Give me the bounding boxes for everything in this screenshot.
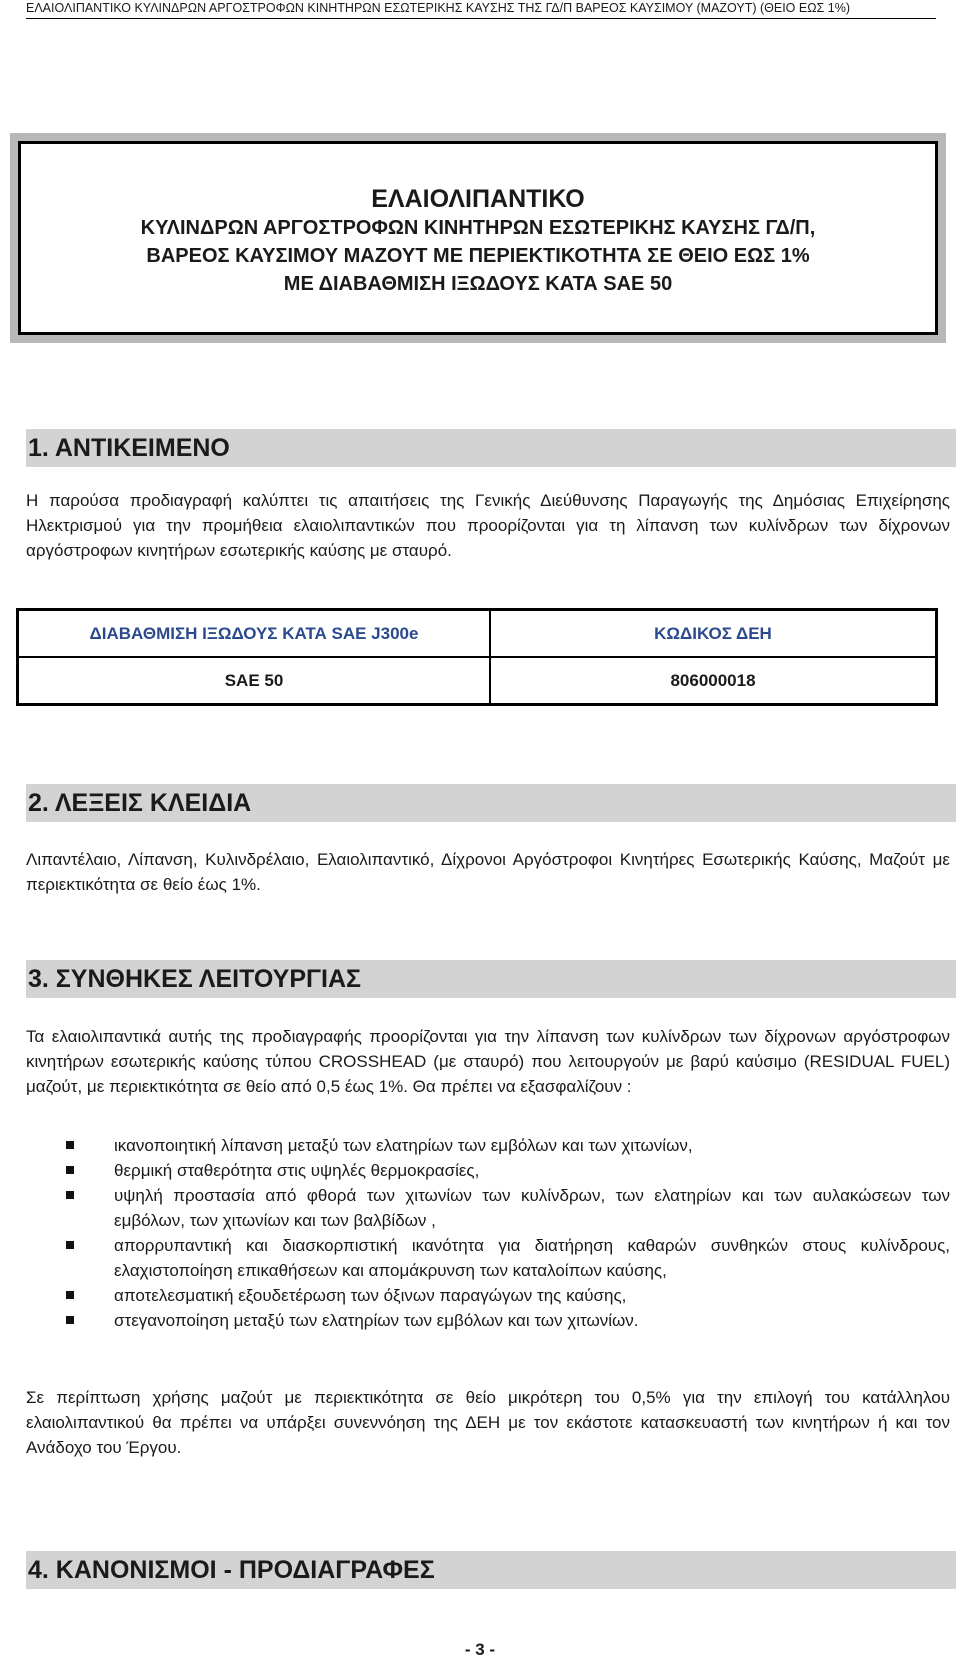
- running-header: ΕΛΑΙΟΛΙΠΑΝΤΙΚΟ ΚΥΛΙΝΔΡΩΝ ΑΡΓΟΣΤΡΟΦΩΝ ΚΙΝΗΤΗΡΩΝ ΕΣΩΤΕΡΙΚΗΣ ΚΑΥΣΗΣ ΤΗΣ ΓΔ/Π ΒΑΡΕΟΣ ΚΑΥΣΙΜΟΥ (ΜΑΖΟΥΤ) (ΘΕΙΟ ΕΩΣ 1%): [26, 0, 936, 19]
- table-row: [18, 657, 937, 705]
- section-3-bar: [26, 960, 956, 998]
- square-bullet-icon: [66, 1241, 74, 1249]
- list-item: [66, 1183, 950, 1233]
- section-4-heading: 4. ΚΑΝΟΝΙΣΜΟΙ - ΠΡΟΔΙΑΓΡΑΦΕΣ: [28, 1556, 435, 1584]
- section-1-body: Η παρούσα προδιαγραφή καλύπτει τις απαιτήσεις της Γενικής Διεύθυνσης Παραγωγής της Δημόσιας Επιχείρησης Ηλεκτρισμού για την προμήθεια ελαιολιπαντικών που προορίζονται για τη λίπανση των κυλίνδρων των δίχρονων αργόστροφων κινητήρων εσωτερικής καύσης με σταυρό.: [26, 491, 950, 560]
- table-header-code: ΚΩΔΙΚΟΣ ΔΕΗ: [490, 610, 937, 658]
- section-1-heading: 1. ΑΝΤΙΚΕΙΜΕΝΟ: [28, 434, 230, 462]
- table-cell-viscosity: SAE 50: [18, 657, 491, 705]
- table-header-row: [18, 610, 937, 658]
- section-4-bar: [26, 1551, 956, 1589]
- section-2-heading: 2. ΛΕΞΕΙΣ ΚΛΕΙΔΙΑ: [28, 789, 252, 817]
- document-subtitle-line-3: ΜΕ ΔΙΑΒΑΘΜΙΣΗ ΙΞΩΔΟΥΣ ΚΑΤΑ SAE 50: [283, 273, 673, 295]
- list-item-text: στεγανοποίηση μεταξύ των ελατηρίων των εμβόλων και των χιτωνίων.: [114, 1311, 639, 1330]
- list-item-text: υψηλή προστασία από φθορά των χιτωνίων των κυλίνδρων, των ελατηρίων και των αυλακώσεων των εμβόλων, των χιτωνίων και των βαλβίδων ,: [114, 1186, 950, 1230]
- list-item-text: απορρυπαντική και διασκορπιστική ικανότητα για διατήρηση καθαρών συνθηκών στους κυλίνδρους, ελαχιστοποίηση επικαθήσεων και απομάκρυνση των καταλοίπων καύσης,: [114, 1236, 950, 1280]
- document-subtitle-line-1: ΚΥΛΙΝΔΡΩΝ ΑΡΓΟΣΤΡΟΦΩΝ ΚΙΝΗΤΗΡΩΝ ΕΣΩΤΕΡΙΚΗΣ ΚΑΥΣΗΣ ΓΔ/Π,: [140, 217, 816, 239]
- document-subtitle-line-2: ΒΑΡΕΟΣ ΚΑΥΣΙΜΟΥ ΜΑΖΟΥΤ ΜΕ ΠΕΡΙΕΚΤΙΚΟΤΗΤΑ ΣΕ ΘΕΙΟ ΕΩΣ 1%: [146, 245, 810, 267]
- requirements-list: [66, 1133, 950, 1333]
- list-item: [66, 1283, 950, 1308]
- document-title: ΕΛΑΙΟΛΙΠΑΝΤΙΚΟ: [371, 185, 585, 213]
- square-bullet-icon: [66, 1166, 74, 1174]
- list-item: [66, 1133, 950, 1158]
- title-box-inner: [18, 141, 938, 335]
- list-item: [66, 1233, 950, 1283]
- square-bullet-icon: [66, 1191, 74, 1199]
- title-box: [10, 133, 946, 343]
- square-bullet-icon: [66, 1141, 74, 1149]
- table-header-viscosity: ΔΙΑΒΑΘΜΙΣΗ ΙΞΩΔΟΥΣ ΚΑΤΑ SAE J300e: [18, 610, 491, 658]
- list-item-text: ικανοποιητική λίπανση μεταξύ των ελατηρίων των εμβόλων και των χιτωνίων,: [114, 1136, 693, 1155]
- square-bullet-icon: [66, 1291, 74, 1299]
- table-cell-code: 806000018: [490, 657, 937, 705]
- list-item-text: αποτελεσματική εξουδετέρωση των όξινων παραγώγων της καύσης,: [114, 1286, 627, 1305]
- section-3-heading: 3. ΣΥΝΘΗΚΕΣ ΛΕΙΤΟΥΡΓΙΑΣ: [28, 965, 362, 993]
- section-3-closing: Σε περίπτωση χρήσης μαζούτ με περιεκτικότητα σε θείο μικρότερη του 0,5% για την επιλογή του κατάλληλου ελαιολιπαντικού θα πρέπει να υπάρξει συνεννόηση της ΔΕΗ με τον εκάστοτε κατασκευαστή των κινητήρων ή και τον Ανάδοχο του Έργου.: [26, 1388, 950, 1457]
- page-number: - 3 -: [464, 1640, 496, 1659]
- list-item-text: θερμική σταθερότητα στις υψηλές θερμοκρασίες,: [114, 1161, 480, 1180]
- viscosity-code-table: [16, 608, 938, 706]
- list-item: [66, 1308, 950, 1333]
- section-3-intro: Τα ελαιολιπαντικά αυτής της προδιαγραφής προορίζονται για την λίπανση των κυλίνδρων των δίχρονων αργόστροφων κινητήρων εσωτερικής καύσης τύπου CROSSHEAD (με σταυρό) που λειτουργούν με βαρύ καύσιμο (RESIDUAL FUEL) μαζούτ, με περιεκτικότητα σε θείο από 0,5 έως 1%. Θα πρέπει να εξασφαλίζουν :: [26, 1027, 950, 1096]
- section-2-bar: [26, 784, 956, 822]
- section-1-bar: [26, 429, 956, 467]
- square-bullet-icon: [66, 1316, 74, 1324]
- section-2-body: Λιπαντέλαιο, Λίπανση, Κυλινδρέλαιο, Ελαιολιπαντικό, Δίχρονοι Αργόστροφοι Κινητήρες Εσωτερικής Καύσης, Μαζούτ με περιεκτικότητα σε θείο έως 1%.: [26, 850, 950, 894]
- list-item: [66, 1158, 950, 1183]
